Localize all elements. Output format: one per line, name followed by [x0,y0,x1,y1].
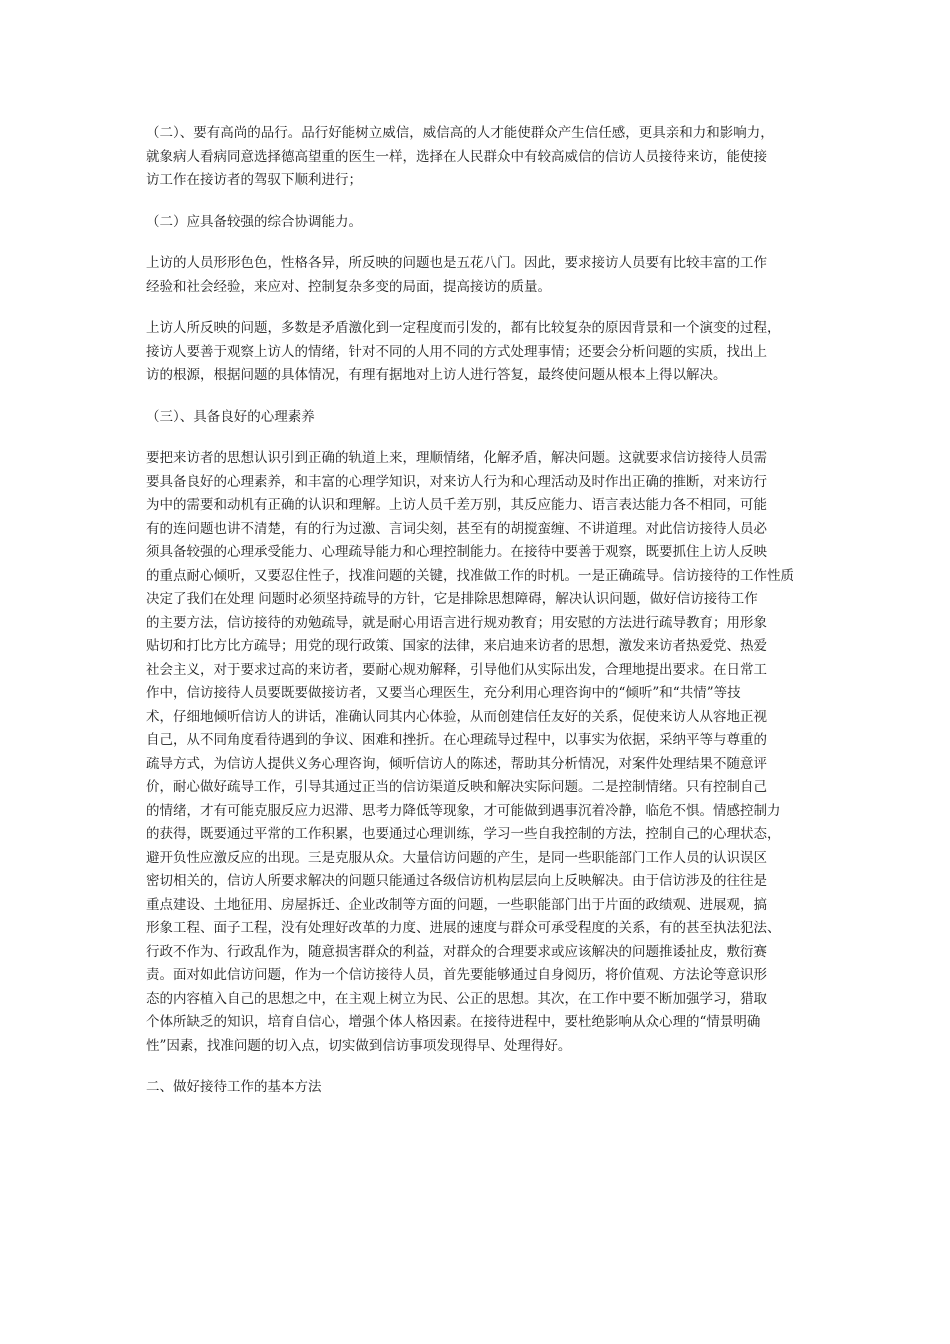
text-line: 形象工程、面子工程，没有处理好改革的力度、进展的速度与群众可承受程度的关系，有的甚至执法犯法、 [146,920,781,936]
text-line: 责。面对如此信访问题，作为一个信访接待人员，首先要能够通过自身阅历，将价值观、方法论等意识形 [146,967,767,983]
text-line: 的获得，既要通过平常的工作积累，也要通过心理训练，学习一些自我控制的方法，控制自己的心理状态， [146,826,781,842]
text-line: 避开负性应激反应的出现。三是克服从众。大量信访问题的产生，是同一些职能部门工作人员的认识误区 [146,849,767,866]
text-line: 上访人所反映的问题，多数是矛盾激化到一定程度而引发的，都有比较复杂的原因背景和一个演变的过程， [146,320,781,336]
text-line: 二、做好接待工作的基本方法 [146,1079,322,1095]
text-line: 态的内容植入自己的思想之中，在主观上树立为民、公正的思想。其次，在工作中要不断加强学习，猎取 [146,990,767,1007]
text-line: 重点建设、土地征用、房屋拆迁、企业改制等方面的问题，一些职能部门出于片面的政绩观、进展观，搞 [146,896,767,913]
text-line: 性”因素，找准问题的切入点，切实做到信访事项发现得早、处理得好。 [146,1037,572,1054]
document-body [146,122,812,1118]
text-line: 的情绪，才有可能克服反应力迟滞、思考力降低等现象，才可能做到遇事沉着冷静，临危不惧。情感控制力 [146,802,781,819]
text-line: 自己，从不同角度看待遇到的争议、困难和挫折。在心理疏导过程中，以事实为依据，采纳平等与尊重的 [146,732,767,748]
text-line: 行政不作为、行政乱作为，随意损害群众的利益，对群众的合理要求或应该解决的问题推诿扯皮，敷衍赛 [146,943,767,960]
text-line: 疏导方式，为信访人提供义务心理咨询，倾听信访人的陈述，帮助其分析情况，对案件处理结果不随意评 [146,755,767,772]
text-line: 作中，信访接待人员要既要做接访者，又要当心理医生，充分利用心理咨询中的“倾听”和“共情”等技 [146,685,741,701]
text-line: 的主要方法，信访接待的劝勉疏导，就是耐心用语言进行规劝教育；用安慰的方法进行疏导教育；用形象 [146,614,767,631]
paragraph-experience [146,252,812,299]
text-line: 须具备较强的心理承受能力、心理疏导能力和心理控制能力。在接待中要善于观察，既要抓住上访人反映 [146,544,767,560]
text-line: 就象病人看病同意选择德高望重的医生一样，选择在人民群众中有较高威信的信访人员接待来访，能使接 [146,148,767,165]
text-line: 的重点耐心倾听，又要忍住性子，找准问题的关键，找准做工作的时机。一是正确疏导。信访接待的工作性质 [146,567,794,584]
text-line: 接访人要善于观察上访人的情绪，针对不同的人用不同的方式处理事情；还要会分析问题的实质，找出上 [146,343,767,360]
text-line: 经验和社会经验，来应对、控制复杂多变的局面，提高接访的质量。 [146,278,551,295]
text-line: 决定了我们在处理 问题时必须坚持疏导的方针，它是排除思想障碍，解决认识问题，做好信访接待工作 [146,591,758,607]
heading-basic-methods [146,1076,812,1100]
text-line: 个体所缺乏的知识，培育自信心，增强个体人格因素。在接待进程中，要杜绝影响从众心理的“情景明确 [146,1014,761,1030]
text-line: 要把来访者的思想认识引到正确的轨道上来，理顺情绪，化解矛盾，解决问题。这就要求信访接待人员需 [146,450,767,466]
text-line: （二）、要有高尚的品行。品行好能树立威信，威信高的人才能使群众产生信任感，更具亲和力和影响力， [146,125,774,141]
text-line: 访的根源，根据问题的具体情况，有理有据地对上访人进行答复，最终使问题从根本上得以解决。 [146,367,727,383]
text-line: 有的连问题也讲不清楚，有的行为过激、言词尖刻，甚至有的胡搅蛮缠、不讲道理。对此信访接待人员必 [146,520,767,537]
text-line: 密切相关的，信访人所要求解决的问题只能通过各级信访机构层层向上反映解决。由于信访涉及的往往是 [146,873,767,889]
text-line: 社会主义，对于要求过高的来访者，要耐心规劝解释，引导他们从实际出发，合理地提出要求。在日常工 [146,661,767,678]
text-line: （三）、具备良好的心理素养 [146,408,315,425]
text-line: 上访的人员形形色色，性格各异，所反映的问题也是五花八门。因此，要求接访人员要有比较丰富的工作 [146,255,767,271]
text-line: （二）应具备较强的综合协调能力。 [146,213,362,230]
text-line: 要具备良好的心理素养，和丰富的心理学知识，对来访人行为和心理活动及时作出正确的推断，对来访行 [146,473,767,490]
text-line: 贴切和打比方比方疏导；用党的现行政策、国家的法律，来启迪来访者的思想，激发来访者热爱党、热爱 [146,638,767,654]
text-line: 术，仔细地倾听信访人的讲话，准确认同其内心体验，从而创建信任友好的关系，促使来访人从容地正视 [146,708,767,725]
text-line: 访工作在接访者的驾驭下顺利进行； [146,172,362,188]
paragraph-psychology-body [146,447,812,1058]
text-line: 为中的需要和动机有正确的认识和理解。上访人员千差万别，其反应能力、语言表达能力各不相同，可能 [146,497,767,513]
paragraph-problem-analysis [146,317,812,388]
text-line: 价，耐心做好疏导工作，引导其通过正当的信访渠道反映和解决实际问题。二是控制情绪。只有控制自己 [146,779,767,795]
heading-psychology [146,406,812,430]
heading-coordination [146,211,812,235]
paragraph-character [146,122,812,193]
